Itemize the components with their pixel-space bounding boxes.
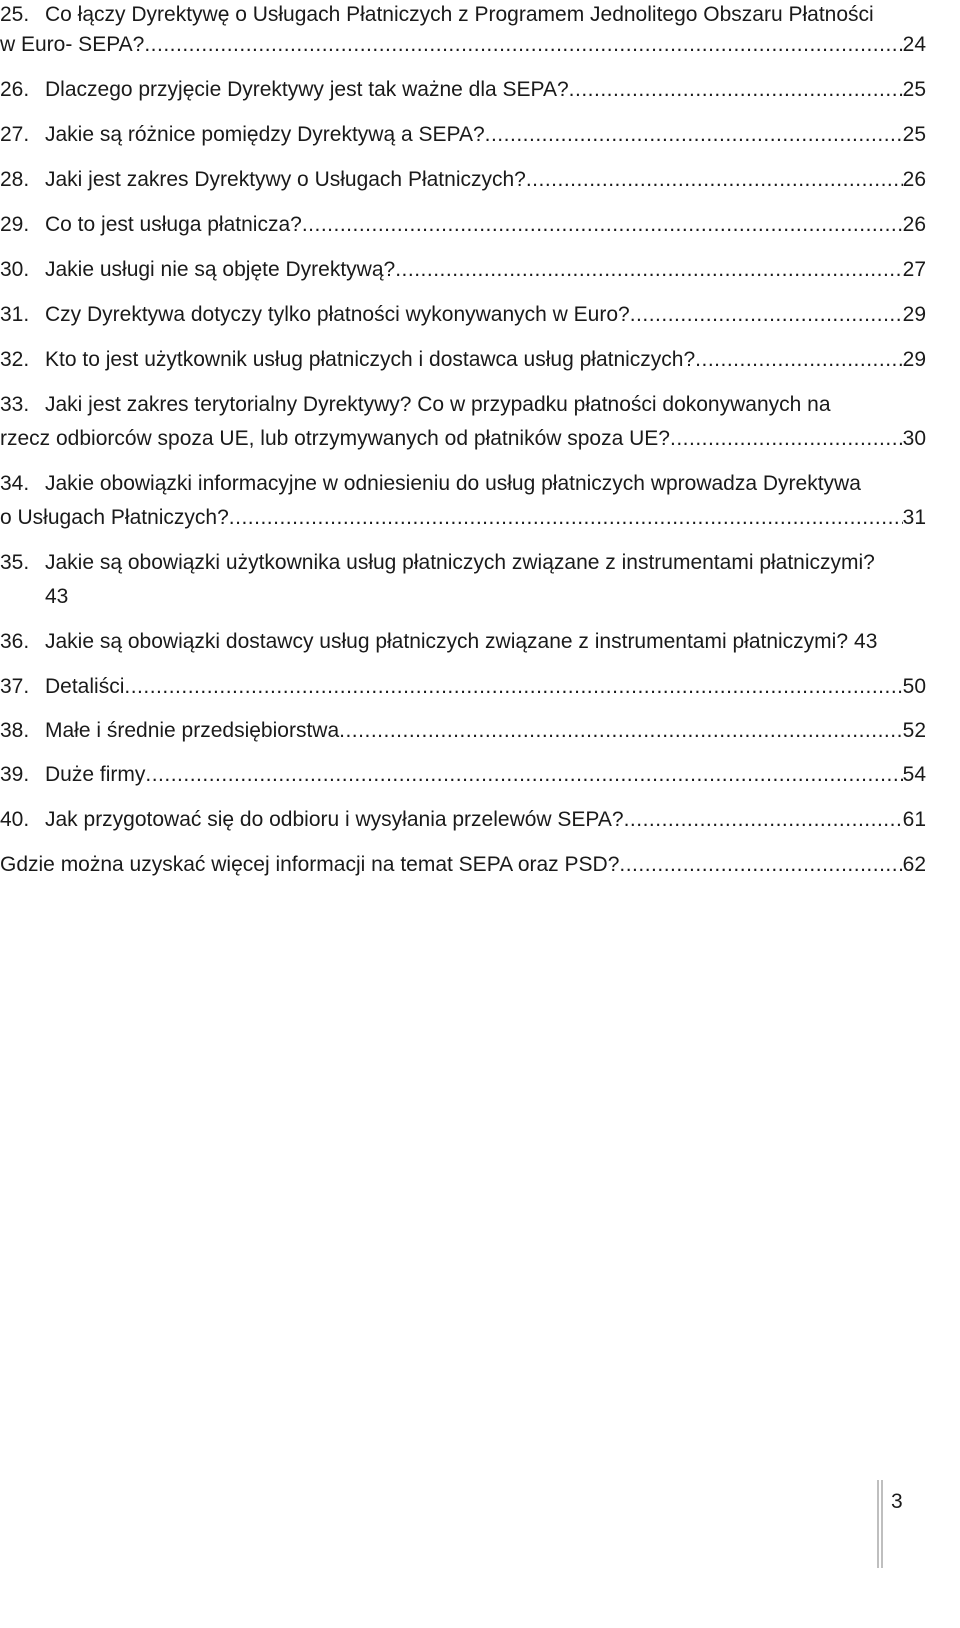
dot-leader: [526, 165, 903, 195]
toc-entry-title: Jakie są obowiązki dostawcy usług płatniczych związane z instrumentami płatniczymi?: [45, 630, 849, 653]
dot-leader: [229, 503, 903, 533]
toc-entry-page: 25: [902, 123, 926, 146]
toc-entry-34[interactable]: [0, 503, 926, 533]
toc-entry-33-line1[interactable]: [0, 390, 926, 420]
toc-entry-title: Gdzie można uzyskać więcej informacji na temat SEPA oraz PSD?: [0, 853, 620, 876]
toc-entry-title: Co to jest usługa płatnicza?: [45, 213, 302, 236]
toc-entry-title: Jakie są różnice pomiędzy Dyrektywą a SEPA?: [45, 123, 485, 146]
toc-entry-title: Jak przygotować się do odbioru i wysyłania przelewów SEPA?: [45, 808, 624, 831]
toc-entry-title: Duże firmy: [45, 763, 146, 786]
dot-leader: [670, 424, 903, 454]
toc-entry-number: 36.: [0, 630, 30, 653]
toc-entry-number: 34.: [0, 472, 30, 495]
toc-entry-title: rzecz odbiorców spoza UE, lub otrzymywanych od płatników spoza UE?: [0, 427, 670, 450]
toc-entry-26[interactable]: [0, 75, 926, 105]
toc-entry-title: Detaliści: [45, 675, 125, 698]
toc-entry-40[interactable]: [0, 805, 926, 835]
toc-entry-title: o Usługach Płatniczych?: [0, 506, 229, 529]
toc-entry-32[interactable]: [0, 345, 926, 375]
dot-leader: [485, 120, 903, 150]
toc-entry-number: 38.: [0, 719, 30, 742]
toc-entry-page: 29: [902, 348, 926, 371]
toc-entry-page: 61: [902, 808, 926, 831]
dot-leader: [569, 75, 903, 105]
toc-entry-number: 29.: [0, 213, 30, 236]
toc-entry-number: 28.: [0, 168, 30, 191]
toc-entry-39[interactable]: [0, 760, 926, 790]
toc-entry-title: Dlaczego przyjęcie Dyrektywy jest tak ważne dla SEPA?: [45, 78, 569, 101]
toc-entry-number: 39.: [0, 763, 30, 786]
toc-entry-title: w Euro- SEPA?: [0, 33, 145, 56]
page-number: 3: [891, 1490, 903, 1513]
toc-entry-page: 25: [902, 78, 926, 101]
toc-entry-page: 52: [902, 719, 926, 742]
toc-entry-37[interactable]: [0, 672, 926, 702]
toc-entry-page: 31: [902, 506, 926, 529]
toc-entry-page: 29: [902, 303, 926, 326]
toc-entry-page[interactable]: 43: [45, 585, 69, 608]
toc-entry-number: 32.: [0, 348, 30, 371]
footer-divider: [881, 1480, 883, 1568]
dot-leader: [630, 300, 903, 330]
toc-entry-page: 27: [902, 258, 926, 281]
toc-entry-25[interactable]: [0, 30, 926, 60]
toc-entry-number: 30.: [0, 258, 30, 281]
toc-entry-30[interactable]: [0, 255, 926, 285]
toc-entry-34-line1[interactable]: [0, 469, 926, 499]
toc-entry-38[interactable]: [0, 716, 926, 746]
dot-leader: [619, 850, 902, 880]
dot-leader: [145, 760, 902, 790]
toc-entry-title: Jakie obowiązki informacyjne w odniesieniu do usług płatniczych wprowadza Dyrektywa: [45, 472, 861, 495]
footer-divider: [877, 1480, 879, 1568]
toc-entry-page: 62: [902, 853, 926, 876]
toc-entry-title: Kto to jest użytkownik usług płatniczych i dostawca usług płatniczych?: [45, 348, 696, 371]
toc-entry-29[interactable]: [0, 210, 926, 240]
dot-leader: [695, 345, 902, 375]
toc-entry-number: 37.: [0, 675, 30, 698]
toc-entry-title: Czy Dyrektywa dotyczy tylko płatności wykonywanych w Euro?: [45, 303, 630, 326]
toc-entry-36[interactable]: [0, 627, 926, 657]
toc-entry-title: Małe i średnie przedsiębiorstwa: [45, 719, 340, 742]
dot-leader: [395, 255, 902, 285]
toc-entry-title: Jakie są obowiązki użytkownika usług płatniczych związane z instrumentami płatniczymi?: [45, 551, 875, 574]
toc-entry-number: 25.: [0, 3, 30, 26]
dot-leader: [144, 30, 902, 60]
toc-entry-page: 26: [902, 168, 926, 191]
toc-entry-33[interactable]: [0, 424, 926, 454]
toc-entry-number: 40.: [0, 808, 30, 831]
toc-entry-page: 26: [902, 213, 926, 236]
toc-entry-page: 50: [902, 675, 926, 698]
toc-entry-31[interactable]: [0, 300, 926, 330]
toc-entry-title: Co łączy Dyrektywę o Usługach Płatniczych z Programem Jednolitego Obszaru Płatności: [45, 3, 874, 26]
toc-entry-page: 24: [902, 33, 926, 56]
toc-entry-number: 26.: [0, 78, 30, 101]
toc-entry-page: 30: [902, 427, 926, 450]
dot-leader: [302, 210, 903, 240]
toc-entry-25-line1[interactable]: [0, 0, 926, 30]
page-footer: [877, 1480, 927, 1568]
toc-entry-more-info[interactable]: [0, 850, 926, 880]
toc-entry-page: 43: [854, 630, 878, 653]
toc-entry-page: 54: [902, 763, 926, 786]
toc-entry-number: 33.: [0, 393, 30, 416]
toc-entry-number: 35.: [0, 551, 30, 574]
toc-entry-35[interactable]: [0, 548, 926, 578]
toc-entry-title: Jakie usługi nie są objęte Dyrektywą?: [45, 258, 396, 281]
toc-entry-title: Jaki jest zakres terytorialny Dyrektywy? Co w przypadku płatności dokonywanych na: [45, 393, 831, 416]
dot-leader: [624, 805, 903, 835]
dot-leader: [339, 716, 903, 746]
toc-entry-28[interactable]: [0, 165, 926, 195]
dot-leader: [124, 672, 902, 702]
toc-entry-title: Jaki jest zakres Dyrektywy o Usługach Płatniczych?: [45, 168, 526, 191]
toc-entry-number: 31.: [0, 303, 30, 326]
toc-entry-number: 27.: [0, 123, 30, 146]
toc-entry-27[interactable]: [0, 120, 926, 150]
